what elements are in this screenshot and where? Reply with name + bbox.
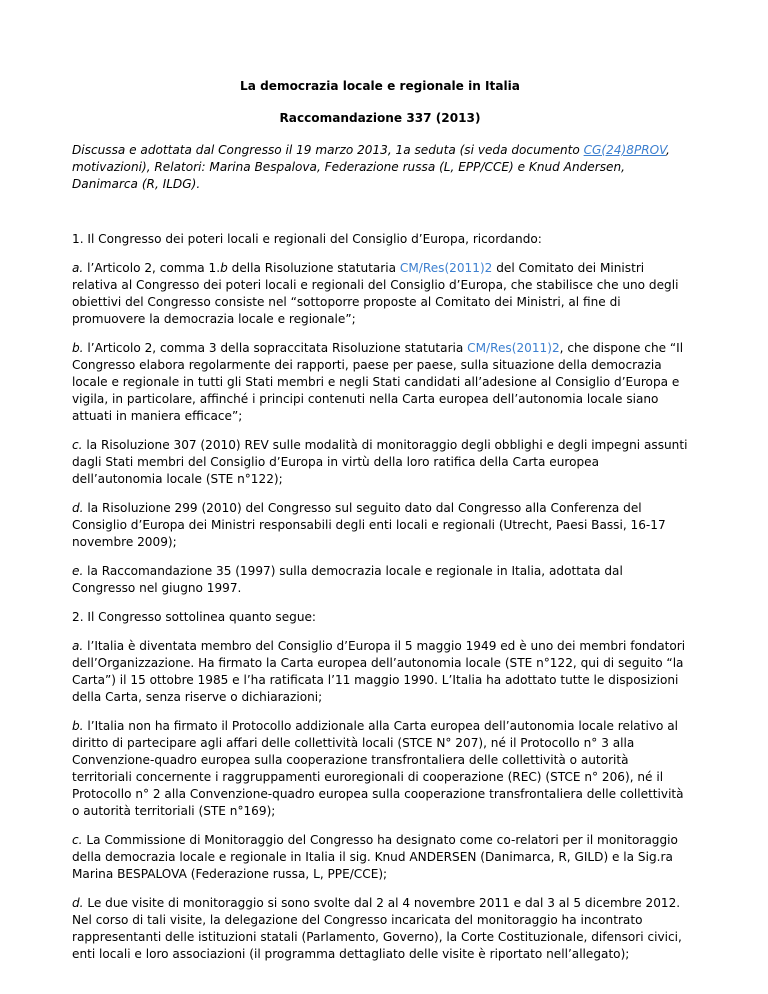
item-text: , che dispone che “Il Congresso elabora regolarmente dei rapporti, paese per paese, sulla situazione della democrazia locale e regionale in tutti gli Stati membri e negli Stati candidati all’adesione al Consiglio d’Europa e vigila, in particolare, affinché i principi contenuti nella Carta europea dell’autonomia locale siano attuati in maniera efficace”;: [72, 341, 684, 423]
item-label: d.: [72, 896, 84, 910]
item-label: a.: [72, 261, 84, 275]
section2-item-b: [72, 718, 688, 820]
section2-item-c: [72, 832, 688, 883]
item-label: b.: [72, 719, 84, 733]
item-text: l’Italia non ha firmato il Protocollo addizionale alla Carta europea dell’autonomia locale relativo al diritto di partecipare agli affari delle collettività locali (STCE N° 207), né il Protocollo n° 3 alla Convenzione-quadro europea sulla cooperazione transfrontaliera delle collettività o autorità territoriali concernente i raggruppamenti euroregionali di cooperazione (REC) (STCE n° 206), né il Protocollo n° 2 alla Convenzione-quadro europea sulla cooperazione transfrontaliera delle collettività o autorità territoriali (STE n°169);: [72, 719, 684, 818]
section2-heading: 2. Il Congresso sottolinea quanto segue:: [72, 610, 316, 624]
section1-item-c: [72, 437, 688, 488]
document-title: La democrazia locale e regionale in Italia: [240, 79, 520, 93]
item-text: della Risoluzione statutaria: [227, 261, 400, 275]
intro-text-after: , motivazioni), Relatori: Marina Bespalova, Federazione russa (L, EPP/CCE) e Knud Andersen, Danimarca (R, ILDG).: [72, 143, 670, 191]
section1-item-e: [72, 563, 688, 597]
item-label: d.: [72, 501, 84, 515]
resolution-link[interactable]: CM/Res(2011)2: [399, 261, 493, 275]
item-text: la Risoluzione 299 (2010) del Congresso sul seguito dato dal Congresso alla Conferenza del Consiglio d’Europa dei Ministri responsabili degli enti locali e regionali (Utrecht, Paesi Bassi, 16-17 novembre 2009);: [72, 501, 666, 549]
item-text: del Comitato dei Ministri relativa al Congresso dei poteri locali e regionali del Consiglio d’Europa, che stabilisce che uno degli obiettivi del Congresso consiste nel “sottoporre proposte al Comitato dei Ministri, al fine di promuovere la democrazia locale e regionale”;: [72, 261, 679, 326]
item-text: l’Italia è diventata membro del Consiglio d’Europa il 5 maggio 1949 ed è uno dei membri fondatori dell’Organizzazione. Ha firmato la Carta europea dell’autonomia locale (STE n°122, qui di seguito “la Carta”) il 15 ottobre 1985 e l’ha ratificata l’11 maggio 1990. L’Italia ha adottato tutte le disposizioni della Carta, senza riserve o dichiarazioni;: [72, 639, 686, 704]
item-label: e.: [72, 564, 84, 578]
document-link[interactable]: CG(24)8PROV: [583, 143, 667, 157]
section2-item-a: [72, 638, 688, 706]
item-label: b.: [72, 341, 84, 355]
section1-item-a: [72, 260, 688, 328]
item-text: l’Articolo 2, comma 1.: [83, 261, 221, 275]
intro-paragraph: [72, 142, 688, 193]
document-subtitle: Raccomandazione 337 (2013): [279, 111, 481, 125]
item-label: c.: [72, 833, 83, 847]
item-text: La Commissione di Monitoraggio del Congresso ha designato come co-relatori per il monitoraggio della democrazia locale e regionale in Italia il sig. Knud ANDERSEN (Danimarca, R, GILD) e la Sig.ra Marina BESPALOVA (Federazione russa, L, PPE/CCE);: [72, 833, 678, 881]
item-italic: b: [220, 261, 228, 275]
section1-heading: 1. Il Congresso dei poteri locali e regionali del Consiglio d’Europa, ricordando:: [72, 232, 542, 246]
resolution-link[interactable]: CM/Res(2011)2: [467, 341, 560, 355]
intro-text-before: Discussa e adottata dal Congresso il 19 marzo 2013, 1a seduta (si veda documento: [72, 143, 584, 157]
item-text: la Raccomandazione 35 (1997) sulla democrazia locale e regionale in Italia, adottata dal Congresso nel giugno 1997.: [72, 564, 623, 595]
item-label: c.: [72, 438, 83, 452]
item-label: a.: [72, 639, 84, 653]
section1-item-b: [72, 340, 688, 425]
item-text: la Risoluzione 307 (2010) REV sulle modalità di monitoraggio degli obblighi e degli impegni assunti dagli Stati membri del Consiglio d’Europa in virtù della loro ratifica della Carta europea dell’autonomia locale (STE n°122);: [72, 438, 688, 486]
item-text: Le due visite di monitoraggio si sono svolte dal 2 al 4 novembre 2011 e dal 3 al 5 dicembre 2012. Nel corso di tali visite, la delegazione del Congresso incaricata del monitoraggio ha incontrato rappresentanti delle istituzioni statali (Parlamento, Governo), la Corte Costituzionale, difensori civici, enti locali e loro associazioni (il programma dettagliato delle visite è riportato nell’allegato);: [72, 896, 682, 961]
section1-item-d: [72, 500, 688, 551]
section2-item-d: [72, 895, 688, 963]
item-text: l’Articolo 2, comma 3 della sopraccitata Risoluzione statutaria: [83, 341, 468, 355]
